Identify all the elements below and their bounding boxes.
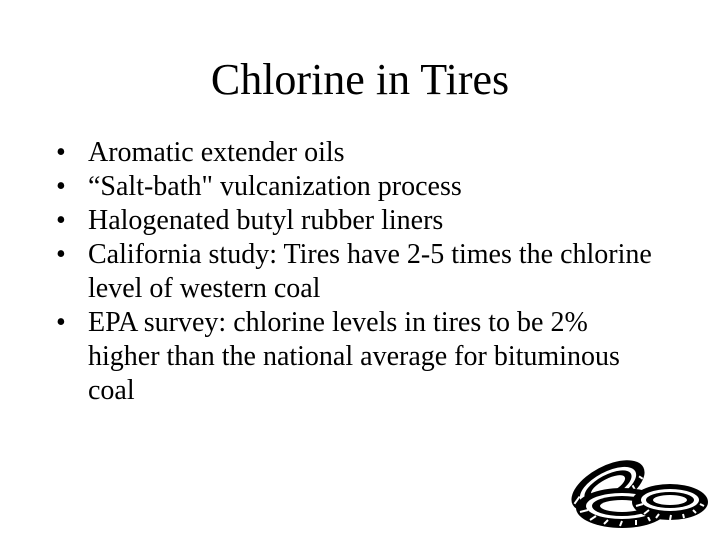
bullet-text: California study: Tires have 2-5 times the chlorine level of western coal bbox=[88, 239, 652, 304]
bullet-item bbox=[56, 238, 656, 306]
bullet-list bbox=[56, 136, 656, 408]
bullet-item bbox=[56, 136, 656, 170]
bullet-marker: • bbox=[56, 239, 66, 270]
bullet-item bbox=[56, 204, 656, 238]
stacked-tires-icon bbox=[560, 450, 710, 532]
bullet-text: Aromatic extender oils bbox=[88, 137, 345, 168]
bullet-text: “Salt-bath" vulcanization process bbox=[88, 171, 462, 202]
bullet-item bbox=[56, 170, 656, 204]
bullet-marker: • bbox=[56, 205, 66, 236]
bullet-item bbox=[56, 306, 656, 408]
bullet-text: Halogenated butyl rubber liners bbox=[88, 205, 444, 236]
bullet-marker: • bbox=[56, 137, 66, 168]
bullet-marker: • bbox=[56, 307, 66, 338]
tire-front-right bbox=[632, 484, 708, 520]
slide-title: Chlorine in Tires bbox=[210, 55, 510, 104]
bullet-marker: • bbox=[56, 171, 66, 202]
bullet-text: EPA survey: chlorine levels in tires to be 2% higher than the national average for bituminous coal bbox=[88, 307, 620, 406]
